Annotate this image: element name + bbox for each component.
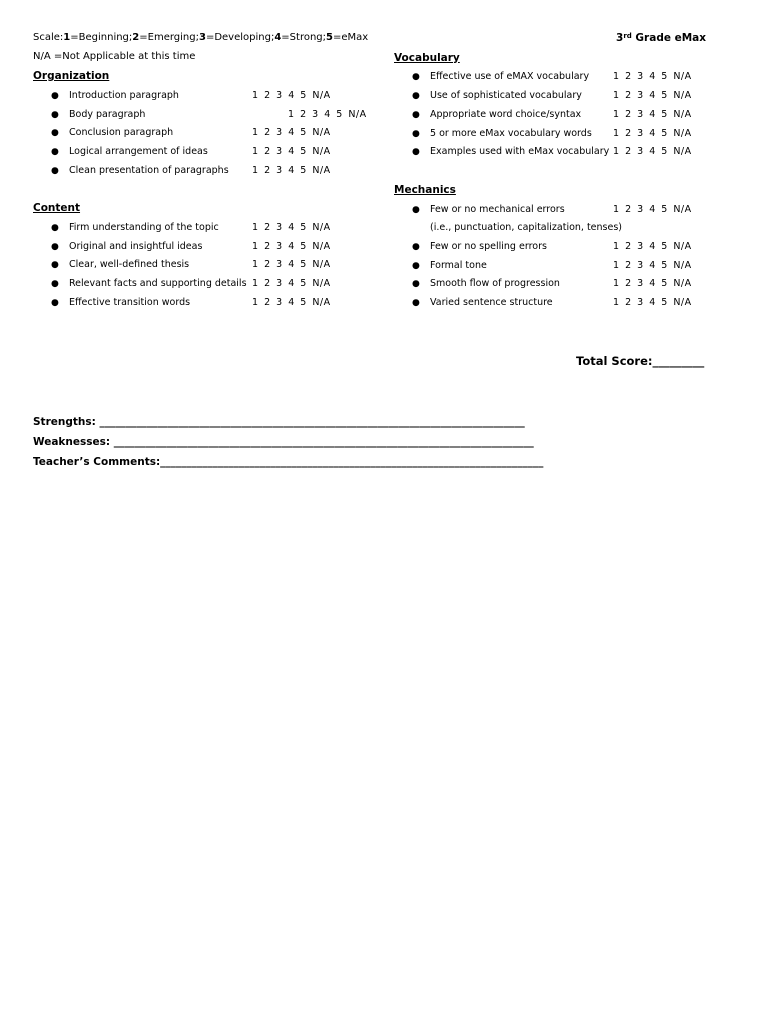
- bullet-icon: ●: [412, 72, 420, 82]
- organization-item: Body paragraph: [69, 109, 146, 120]
- organization-item-scores: 1 2 3 4 5 N/A: [252, 90, 331, 101]
- bullet-icon: ●: [412, 205, 420, 215]
- vocabulary-item: Use of sophisticated vocabulary: [430, 90, 582, 101]
- organization-heading: Organization: [33, 70, 110, 82]
- bullet-icon: ●: [412, 279, 420, 289]
- grade-superscript: rd: [623, 32, 632, 40]
- organization-item-scores: 1 2 3 4 5 N/A: [252, 165, 331, 176]
- scale-label-3: =Developing;: [205, 32, 275, 43]
- bullet-icon: ●: [412, 298, 420, 308]
- scale-num-3: 3: [198, 32, 206, 43]
- bullet-icon: ●: [51, 279, 59, 289]
- mechanics-item: Smooth flow of progression: [430, 278, 560, 289]
- mechanics-item-scores: 1 2 3 4 5 N/A: [613, 241, 692, 252]
- bullet-icon: ●: [51, 242, 59, 252]
- total-score-field[interactable]: Total Score:_________: [576, 354, 705, 368]
- bullet-icon: ●: [412, 110, 420, 120]
- mechanics-item-scores: 1 2 3 4 5 N/A: [613, 260, 692, 271]
- bullet-icon: ●: [51, 223, 59, 233]
- bullet-icon: ●: [51, 260, 59, 270]
- content-item-scores: 1 2 3 4 5 N/A: [252, 241, 331, 252]
- organization-item-scores: 1 2 3 4 5 N/A: [252, 127, 331, 138]
- content-item: Original and insightful ideas: [69, 241, 203, 252]
- bullet-icon: ●: [51, 166, 59, 176]
- bullet-icon: ●: [412, 129, 420, 139]
- organization-item: Logical arrangement of ideas: [69, 146, 208, 157]
- content-item: Effective transition words: [69, 297, 191, 308]
- bullet-icon: ●: [51, 128, 59, 138]
- mechanics-item-scores: 1 2 3 4 5 N/A: [613, 278, 692, 289]
- content-heading: Content: [33, 202, 81, 214]
- content-item-scores: 1 2 3 4 5 N/A: [252, 259, 331, 270]
- vocabulary-item-scores: 1 2 3 4 5 N/A: [613, 109, 692, 120]
- bullet-icon: ●: [412, 261, 420, 271]
- grade-label: Grade eMax: [631, 32, 707, 44]
- bullet-icon: ●: [51, 91, 59, 101]
- vocabulary-item-scores: 1 2 3 4 5 N/A: [613, 71, 692, 82]
- vocabulary-item: Effective use of eMAX vocabulary: [430, 71, 590, 82]
- mechanics-item-scores: 1 2 3 4 5 N/A: [613, 297, 692, 308]
- scale-label-1: =Beginning;: [70, 32, 133, 43]
- mechanics-item: Formal tone: [430, 260, 487, 271]
- vocabulary-item: 5 or more eMax vocabulary words: [430, 128, 592, 139]
- vocabulary-item: Examples used with eMax vocabulary: [430, 146, 610, 157]
- vocabulary-heading: Vocabulary: [394, 52, 460, 64]
- scale-label-4: =Strong;: [281, 32, 327, 43]
- weaknesses-field[interactable]: Weaknesses: ________________________________________________________________________________: [33, 436, 534, 448]
- bullet-icon: ●: [412, 242, 420, 252]
- scale-prefix: Scale:: [33, 32, 64, 43]
- scale-num-1: 1: [63, 32, 71, 43]
- mechanics-item: Varied sentence structure: [430, 297, 553, 308]
- scale-label-5: =eMax: [332, 32, 369, 43]
- mechanics-item-scores: 1 2 3 4 5 N/A: [613, 204, 692, 215]
- content-item-scores: 1 2 3 4 5 N/A: [252, 297, 331, 308]
- vocabulary-item-scores: 1 2 3 4 5 N/A: [613, 146, 692, 157]
- content-item-scores: 1 2 3 4 5 N/A: [252, 278, 331, 289]
- organization-item-scores: 1 2 3 4 5 N/A: [288, 109, 367, 120]
- grade-number: 3: [616, 32, 624, 44]
- strengths-field[interactable]: Strengths: _________________________________________________________________________________: [33, 416, 525, 428]
- scale-num-2: 2: [132, 32, 140, 43]
- grade-title: [616, 32, 706, 44]
- content-item: Relevant facts and supporting details: [69, 278, 247, 289]
- vocabulary-item-scores: 1 2 3 4 5 N/A: [613, 90, 692, 101]
- vocabulary-item-scores: 1 2 3 4 5 N/A: [613, 128, 692, 139]
- content-item: Firm understanding of the topic: [69, 222, 219, 233]
- organization-item-scores: 1 2 3 4 5 N/A: [252, 146, 331, 157]
- organization-item: Introduction paragraph: [69, 90, 179, 101]
- organization-item: Clean presentation of paragraphs: [69, 165, 229, 176]
- scale-num-5: 5: [326, 32, 333, 43]
- mechanics-note: (i.e., punctuation, capitalization, tenses): [430, 222, 622, 233]
- bullet-icon: ●: [51, 147, 59, 157]
- vocabulary-item: Appropriate word choice/syntax: [430, 109, 582, 120]
- organization-item: Conclusion paragraph: [69, 127, 174, 138]
- bullet-icon: ●: [51, 298, 59, 308]
- scale-legend: [33, 32, 368, 44]
- content-item: Clear, well-defined thesis: [69, 259, 190, 270]
- bullet-icon: ●: [51, 110, 59, 120]
- teacher-comments-field[interactable]: Teacher’s Comments:_________________________________________________________________________: [33, 456, 544, 468]
- bullet-icon: ●: [412, 91, 420, 101]
- mechanics-item: Few or no mechanical errors: [430, 204, 565, 215]
- scale-num-4: 4: [274, 32, 282, 43]
- mechanics-heading: Mechanics: [394, 184, 456, 196]
- mechanics-item: Few or no spelling errors: [430, 241, 547, 252]
- scale-label-2: =Emerging;: [139, 32, 199, 43]
- na-note: N/A =Not Applicable at this time: [33, 51, 196, 62]
- content-item-scores: 1 2 3 4 5 N/A: [252, 222, 331, 233]
- bullet-icon: ●: [412, 147, 420, 157]
